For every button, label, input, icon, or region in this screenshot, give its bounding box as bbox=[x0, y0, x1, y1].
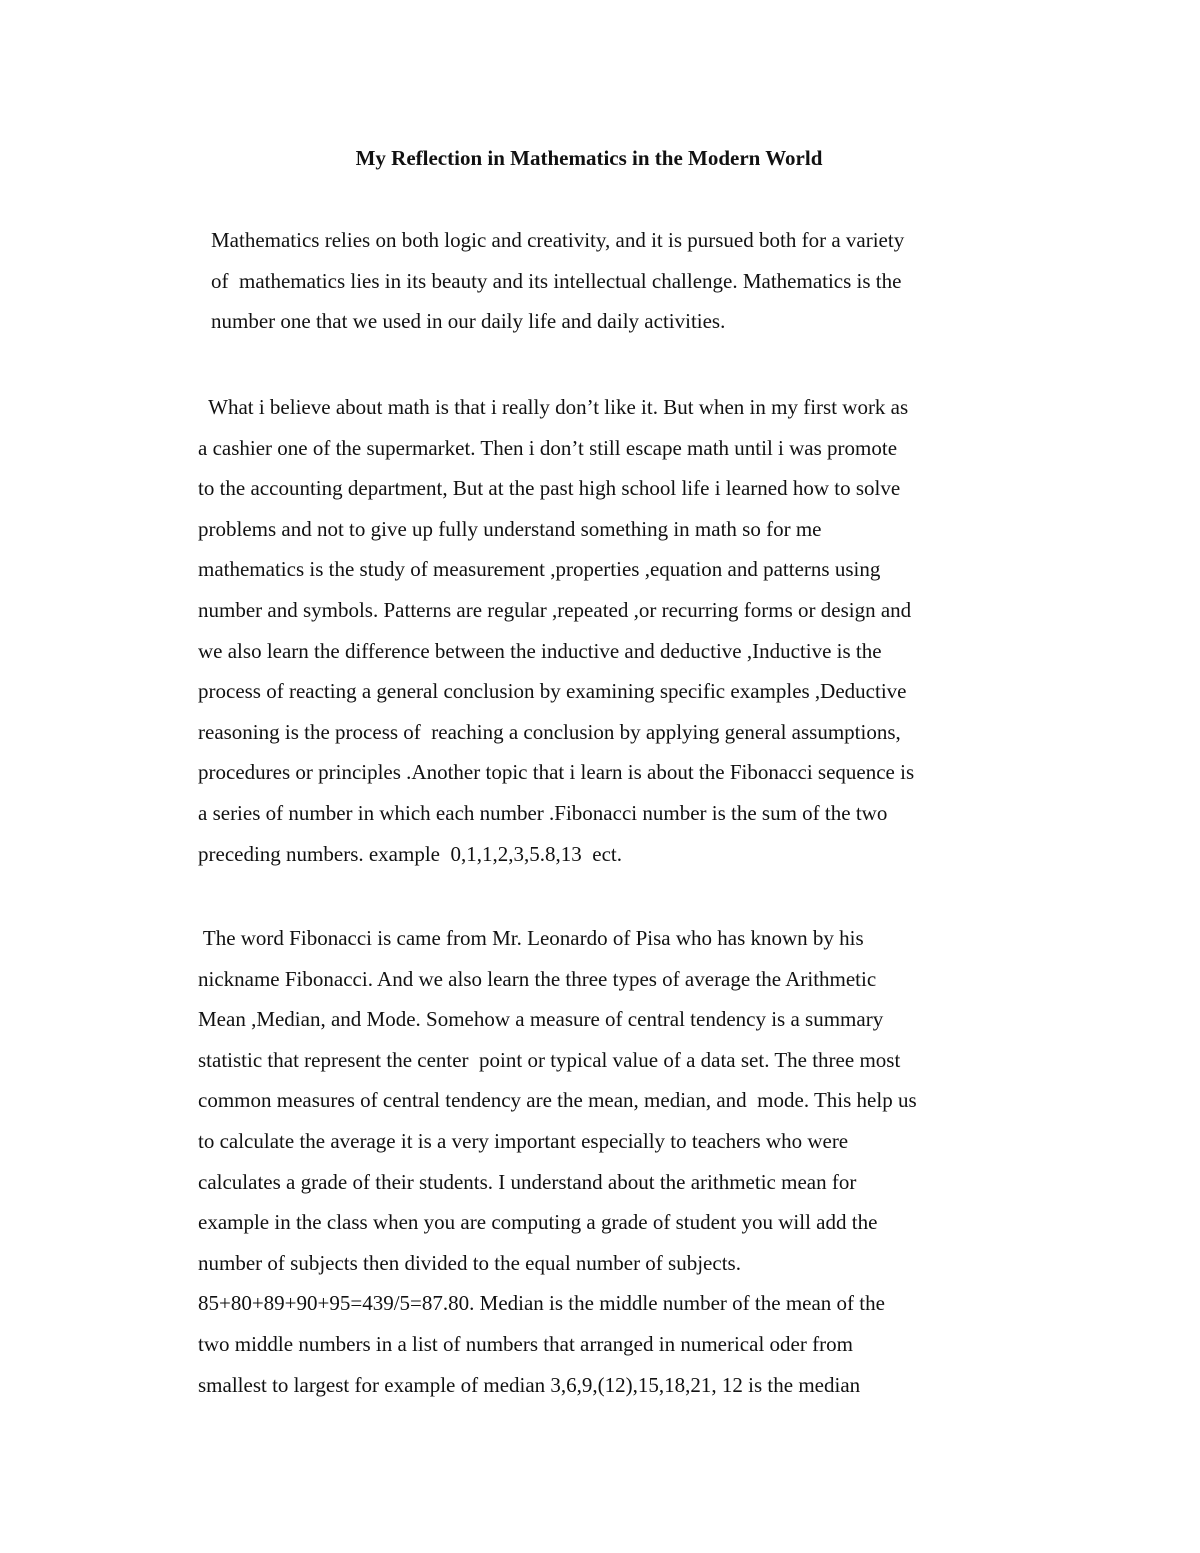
text-line: nickname Fibonacci. And we also learn the three types of average the Arithmetic bbox=[198, 966, 877, 991]
text-line: common measures of central tendency are the mean, median, and mode. This help us bbox=[198, 1088, 917, 1113]
text-line: problems and not to give up fully understand something in math so for me bbox=[198, 516, 822, 541]
text-line: number one that we used in our daily life and daily activities. bbox=[211, 309, 726, 334]
text-line: to calculate the average it is a very important especially to teachers who were bbox=[198, 1128, 849, 1153]
text-line: number of subjects then divided to the equal number of subjects. bbox=[198, 1250, 741, 1275]
text-line: reasoning is the process of reaching a conclusion by applying general assumptions, bbox=[198, 719, 901, 744]
text-line: a series of number in which each number .Fibonacci number is the sum of the two bbox=[198, 800, 888, 825]
text-line: Mathematics relies on both logic and creativity, and it is pursued both for a variety bbox=[211, 228, 905, 252]
text-line: calculates a grade of their students. I understand about the arithmetic mean for bbox=[198, 1169, 857, 1194]
document-title: My Reflection in Mathematics in the Modern World bbox=[355, 146, 823, 170]
text-line: we also learn the difference between the inductive and deductive ,Inductive is the bbox=[198, 638, 882, 663]
text-line: of mathematics lies in its beauty and its intellectual challenge. Mathematics is the bbox=[211, 268, 902, 293]
text-line: procedures or principles .Another topic that i learn is about the Fibonacci sequence is bbox=[198, 760, 915, 785]
text-line: Mean ,Median, and Mode. Somehow a measure of central tendency is a summary bbox=[198, 1007, 884, 1032]
paragraph-3 bbox=[198, 918, 917, 1405]
text-line: two middle numbers in a list of numbers that arranged in numerical oder from bbox=[198, 1331, 853, 1356]
paragraph-1 bbox=[211, 220, 904, 342]
text-line: The word Fibonacci is came from Mr. Leonardo of Pisa who has known by his bbox=[198, 926, 864, 950]
text-line: statistic that represent the center point or typical value of a data set. The three most bbox=[198, 1047, 901, 1072]
text-line: a cashier one of the supermarket. Then i don’t still escape math until i was promote bbox=[198, 435, 898, 460]
text-line: example in the class when you are computing a grade of student you will add the bbox=[198, 1210, 878, 1235]
text-line: mathematics is the study of measurement ,properties ,equation and patterns using bbox=[198, 557, 881, 582]
text-line: What i believe about math is that i really don’t like it. But when in my first work as bbox=[198, 395, 909, 419]
text-line: process of reacting a general conclusion by examining specific examples ,Deductive bbox=[198, 679, 907, 704]
text-line: number and symbols. Patterns are regular ,repeated ,or recurring forms or design and bbox=[198, 597, 912, 622]
text-line: preceding numbers. example 0,1,1,2,3,5.8,13 ect. bbox=[198, 841, 622, 866]
paragraph-2 bbox=[198, 387, 914, 874]
text-line: 85+80+89+90+95=439/5=87.80. Median is the middle number of the mean of the bbox=[198, 1291, 885, 1316]
text-line: smallest to largest for example of median 3,6,9,(12),15,18,21, 12 is the median bbox=[198, 1372, 861, 1397]
text-line: to the accounting department, But at the past high school life i learned how to solve bbox=[198, 476, 901, 501]
